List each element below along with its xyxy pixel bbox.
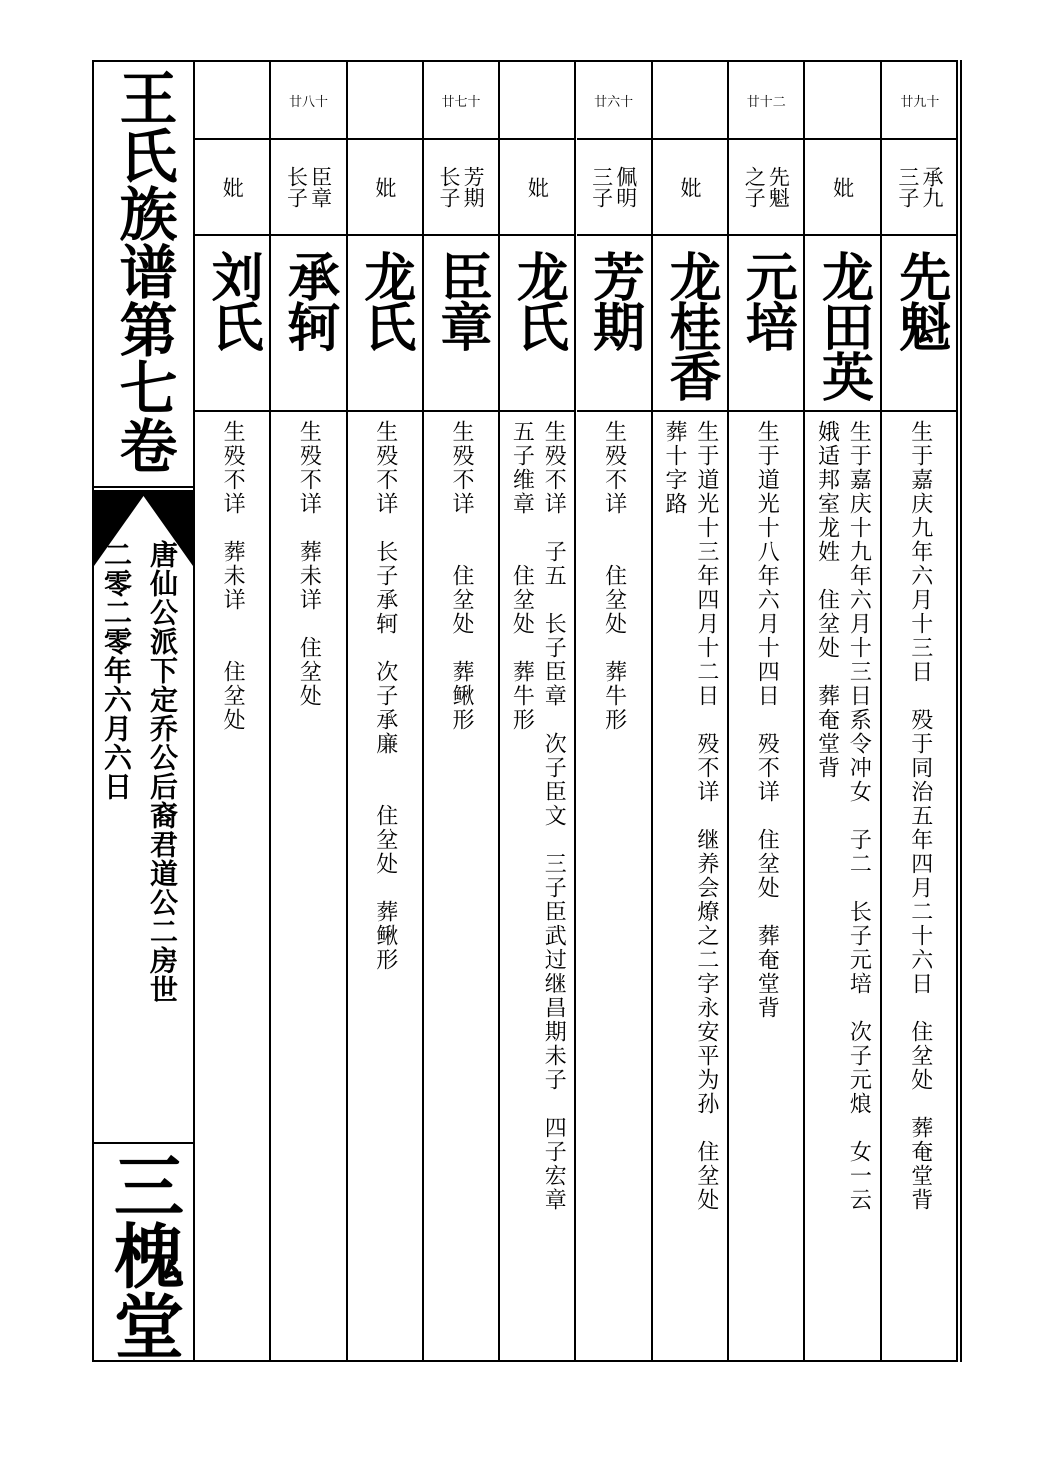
generation-cell [805, 62, 879, 140]
biography-text: 生殁不详 住坌处 葬牛形 [601, 420, 627, 732]
person-name: 元培 [736, 250, 798, 350]
genealogy-column [653, 62, 729, 1360]
book-title-cell [94, 62, 193, 486]
genealogy-column [500, 62, 576, 1360]
biography-cell [348, 412, 422, 1360]
generation-label: 廿七十 [441, 94, 481, 110]
person-name: 芳期 [583, 250, 645, 350]
relation-label: 妣 [678, 176, 703, 198]
relation-cell [500, 140, 574, 236]
biography-text: 生于嘉庆十九年六月十三日系令冲女 子二 长子元培 次子元烺 女一云 娥适邦室龙姓 住坌处 葬奄堂背 [814, 420, 872, 1212]
name-cell [729, 236, 803, 412]
relation-cell [577, 140, 651, 236]
generation-cell [653, 62, 727, 140]
generation-cell [500, 62, 574, 140]
relation-cell [195, 140, 269, 236]
biography-text: 生殁不详 葬未详 住坌处 [220, 420, 246, 732]
generation-cell [271, 62, 345, 140]
biography-text: 生殁不详 葬未详 住坌处 [296, 420, 322, 708]
compile-date: 二零二零年六月六日 [100, 540, 133, 801]
hall-name-cell [94, 1144, 193, 1360]
relation-label: 妣 [220, 176, 245, 198]
person-name: 龙氏 [354, 250, 416, 350]
biography-cell [577, 412, 651, 1360]
biography-cell [653, 412, 727, 1360]
title-strip [94, 62, 195, 1360]
name-cell [653, 236, 727, 412]
relation-label: 臣章 长子 [284, 166, 333, 208]
name-cell [500, 236, 574, 412]
biography-cell [195, 412, 269, 1360]
biography-text: 生于道光十三年四月十二日 殁不详 继养会燎之二字永安平为孙 住坌处 葬十字路 [661, 420, 719, 1212]
biography-text: 生殁不详 长子承轲 次子承廉 住坌处 葬鳅形 [372, 420, 398, 972]
relation-label: 妣 [525, 176, 550, 198]
relation-label: 妣 [372, 176, 397, 198]
genealogy-column [805, 62, 881, 1360]
biography-cell [729, 412, 803, 1360]
name-cell [195, 236, 269, 412]
person-name: 承轲 [278, 250, 340, 350]
generation-label: 廿十二 [746, 94, 786, 110]
relation-label: 先魁 之子 [742, 166, 791, 208]
relation-cell [729, 140, 803, 236]
title-divider [94, 486, 193, 488]
person-name: 先魁 [889, 250, 951, 350]
hall-name: 三槐堂 [102, 1150, 186, 1360]
biography-text: 生于嘉庆九年六月十三日 殁于同治五年四月二十六日 住坌处 葬奄堂背 [907, 420, 933, 1212]
biography-cell [882, 412, 958, 1360]
name-cell [882, 236, 958, 412]
generation-cell [882, 62, 958, 140]
genealogy-column [729, 62, 805, 1360]
genealogy-column [195, 62, 271, 1360]
genealogy-column [348, 62, 424, 1360]
genealogy-column [577, 62, 653, 1360]
relation-cell [653, 140, 727, 236]
genealogy-column [271, 62, 347, 1360]
generation-cell [729, 62, 803, 140]
biography-cell [805, 412, 879, 1360]
genealogy-page-frame [92, 60, 958, 1362]
biography-text: 生殁不详 住坌处 葬鳅形 [448, 420, 474, 732]
name-cell [424, 236, 498, 412]
name-cell [577, 236, 651, 412]
relation-cell [271, 140, 345, 236]
biography-cell [500, 412, 574, 1360]
name-cell [271, 236, 345, 412]
person-name: 臣章 [431, 250, 493, 350]
book-title: 王氏族谱第七卷 [109, 68, 178, 474]
relation-label: 妣 [830, 176, 855, 198]
relation-cell [882, 140, 958, 236]
generation-label: 廿八十 [288, 94, 328, 110]
person-name: 龙桂香 [659, 250, 721, 400]
name-cell [348, 236, 422, 412]
generation-cell [195, 62, 269, 140]
generation-label: 廿六十 [594, 94, 634, 110]
generation-cell [577, 62, 651, 140]
generation-label: 廿九十 [900, 94, 940, 110]
relation-label: 佩明 三子 [589, 166, 638, 208]
person-name: 龙氏 [507, 250, 569, 350]
person-name: 刘氏 [202, 250, 264, 350]
biography-text: 生殁不详 子五 长子臣章 次子臣文 三子臣武过继昌期未子 四子宏章 五子维章 住坌处 葬牛形 [509, 420, 567, 1212]
relation-label: 承九 三子 [895, 166, 944, 208]
genealogy-column [424, 62, 500, 1360]
biography-text: 生于道光十八年六月十四日 殁不详 住坌处 葬奄堂背 [754, 420, 780, 1020]
biography-cell [424, 412, 498, 1360]
genealogy-column [882, 62, 958, 1360]
genealogy-grid [195, 62, 956, 1360]
biography-cell [271, 412, 345, 1360]
relation-cell [348, 140, 422, 236]
lineage-subtitle: 唐仙公派下定乔公后裔君道公二房世 [146, 540, 179, 1004]
generation-cell [348, 62, 422, 140]
name-cell [805, 236, 879, 412]
relation-label: 芳期 长子 [437, 166, 486, 208]
relation-cell [805, 140, 879, 236]
relation-cell [424, 140, 498, 236]
generation-cell [424, 62, 498, 140]
person-name: 龙田英 [812, 250, 874, 400]
